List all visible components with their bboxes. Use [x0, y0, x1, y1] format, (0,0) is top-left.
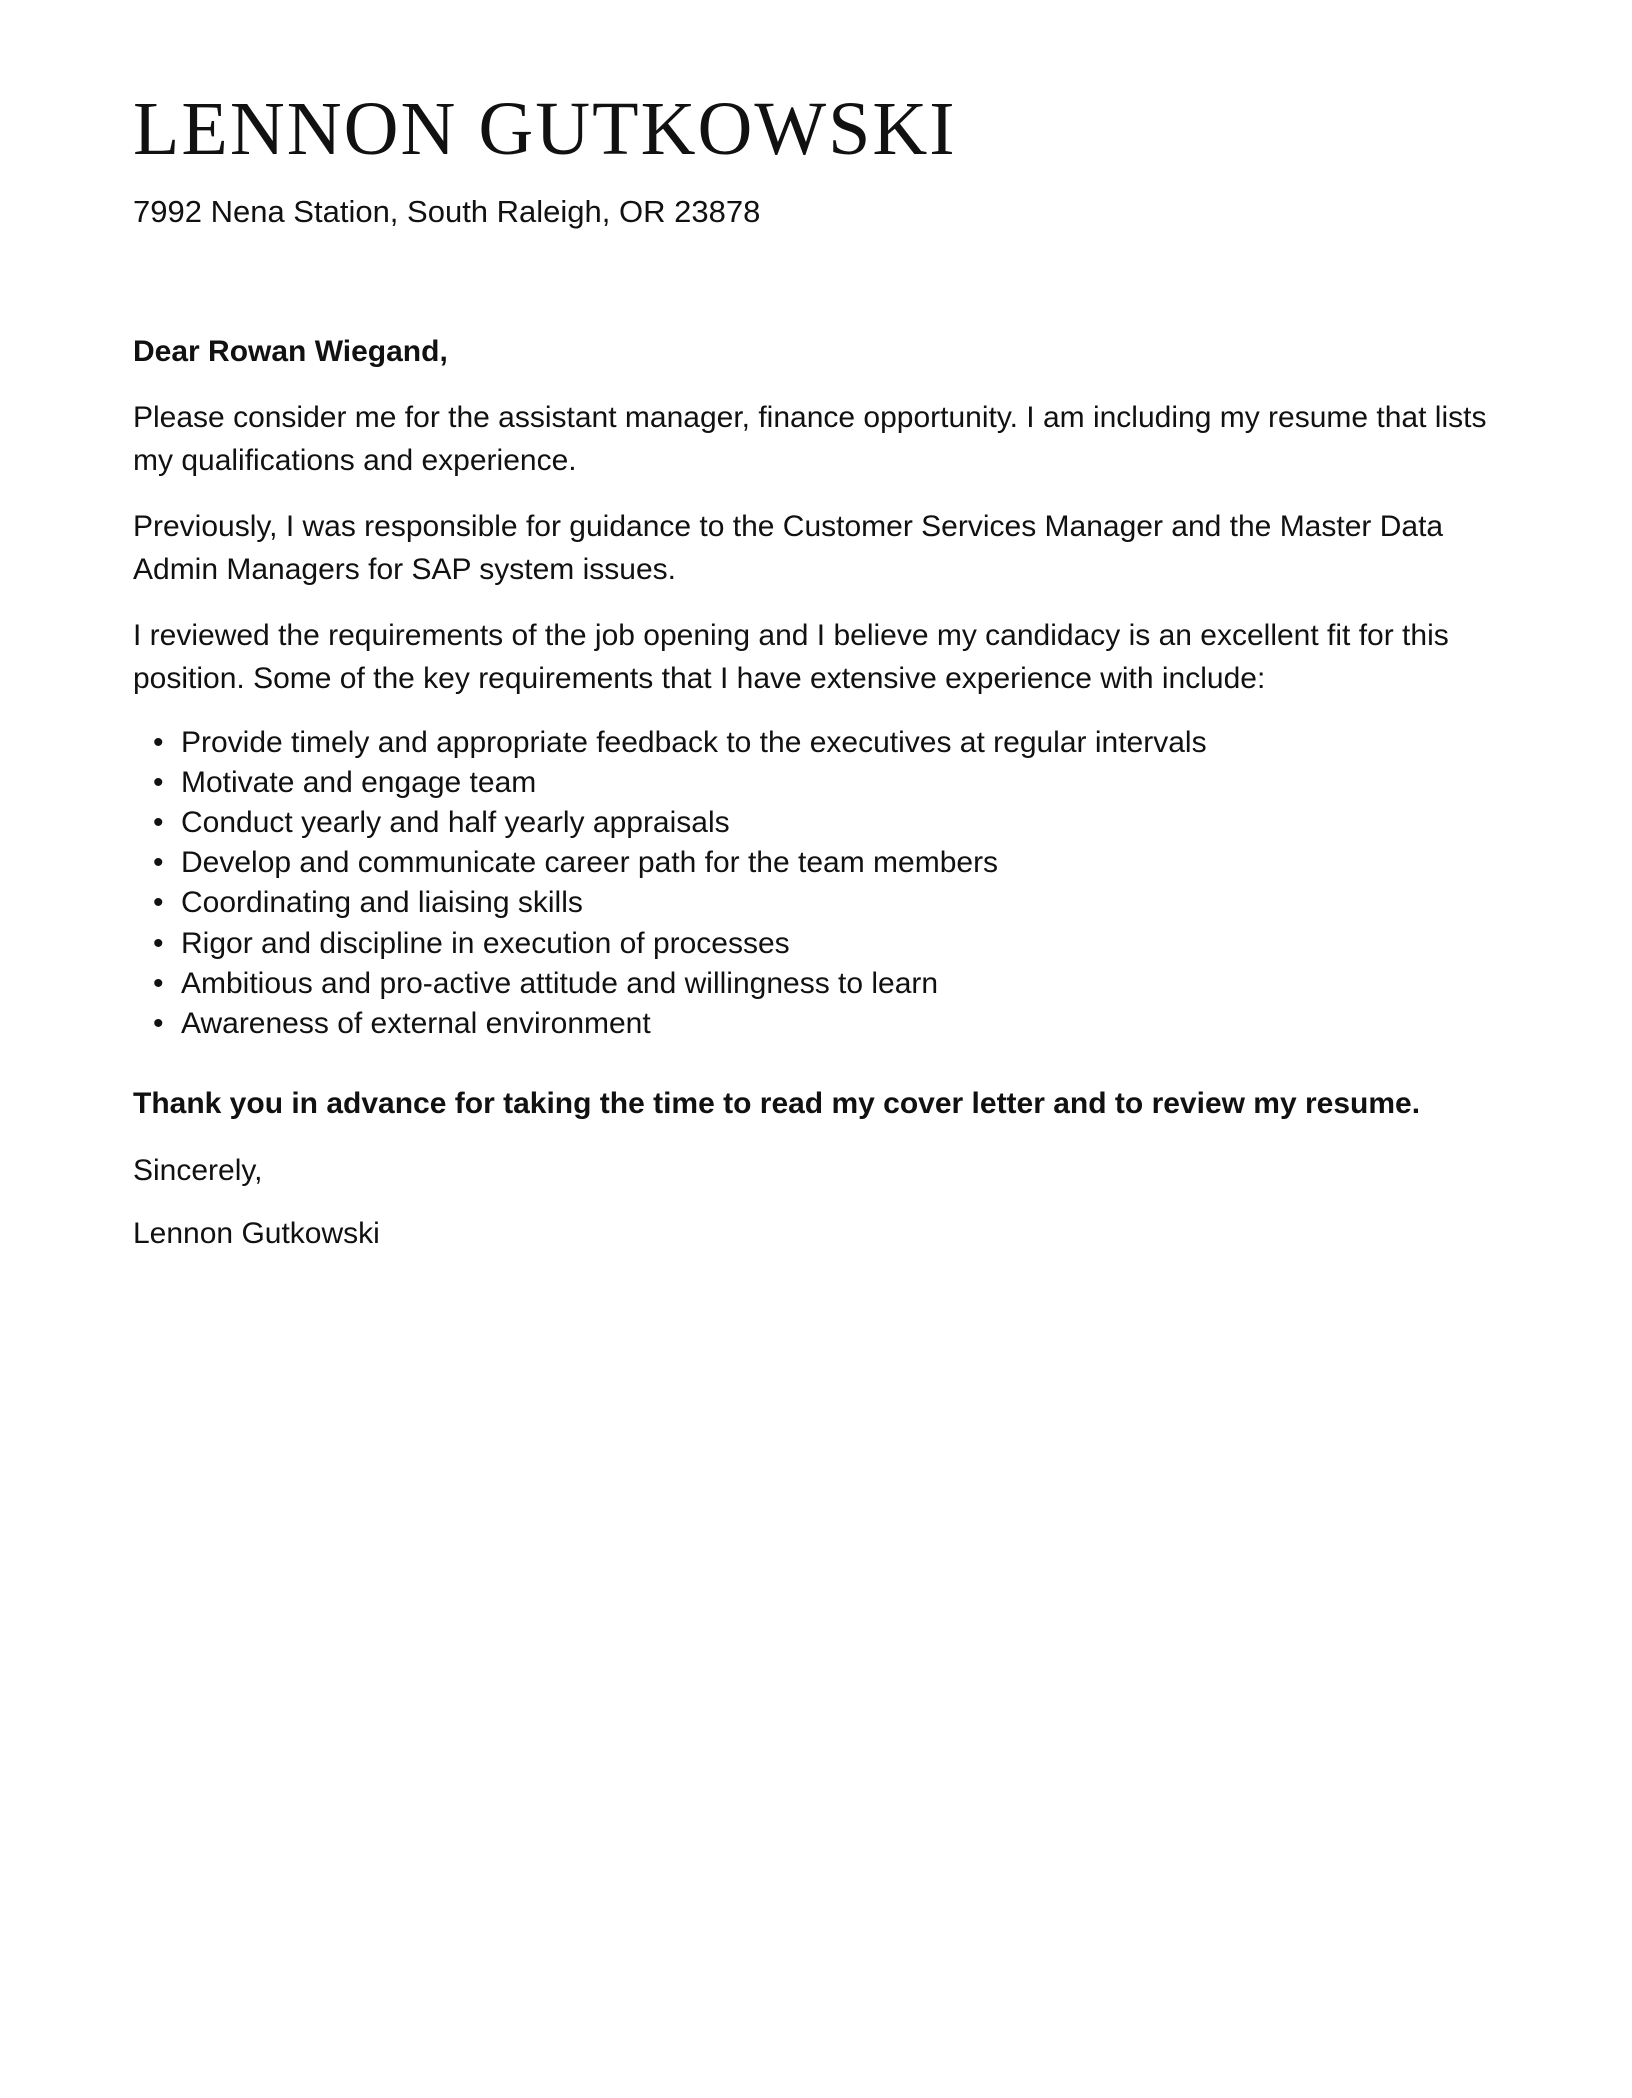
applicant-address: 7992 Nena Station, South Raleigh, OR 23878 [133, 194, 761, 229]
bullet-icon: • [153, 765, 164, 799]
bullet-icon: • [153, 966, 164, 1000]
signature-name: Lennon Gutkowski [133, 1216, 380, 1250]
list-item: • Provide timely and appropriate feedback to the executives at regular intervals [181, 723, 1513, 763]
list-item: • Coordinating and liaising skills [181, 883, 1513, 923]
bullet-icon: • [153, 886, 164, 920]
list-item: • Develop and communicate career path for the team members [181, 843, 1513, 883]
sign-off: Sincerely, [133, 1153, 263, 1187]
letter-body [133, 330, 1513, 1276]
greeting: Dear Rowan Wiegand, [133, 335, 448, 368]
bullet-icon: • [153, 846, 164, 880]
list-item: • Rigor and discipline in execution of processes [181, 924, 1513, 964]
bullet-icon: • [153, 725, 164, 759]
paragraph-experience: Previously, I was responsible for guidance to the Customer Services Manager and the Master Data Admin Managers for SAP system issues. [133, 509, 1444, 586]
paragraph-requirements: I reviewed the requirements of the job opening and I believe my candidacy is an excellent fit for this position. Some of the key requirements that I have extensive experience with include: [133, 618, 1449, 695]
list-item: • Conduct yearly and half yearly appraisals [181, 803, 1513, 843]
closing-line: Thank you in advance for taking the time to read my cover letter and to review my resume. [133, 1087, 1421, 1121]
list-item: • Awareness of external environment [181, 1004, 1513, 1044]
applicant-name: LENNON GUTKOWSKI [133, 87, 957, 171]
requirements-list [133, 723, 1513, 1045]
list-item: • Motivate and engage team [181, 763, 1513, 803]
paragraph-intro: Please consider me for the assistant manager, finance opportunity. I am including my resume that lists my qualifications and experience. [133, 400, 1487, 477]
bullet-icon: • [153, 926, 164, 960]
bullet-icon: • [153, 805, 164, 839]
list-item: • Ambitious and pro-active attitude and willingness to learn [181, 964, 1513, 1004]
bullet-icon: • [153, 1006, 164, 1040]
